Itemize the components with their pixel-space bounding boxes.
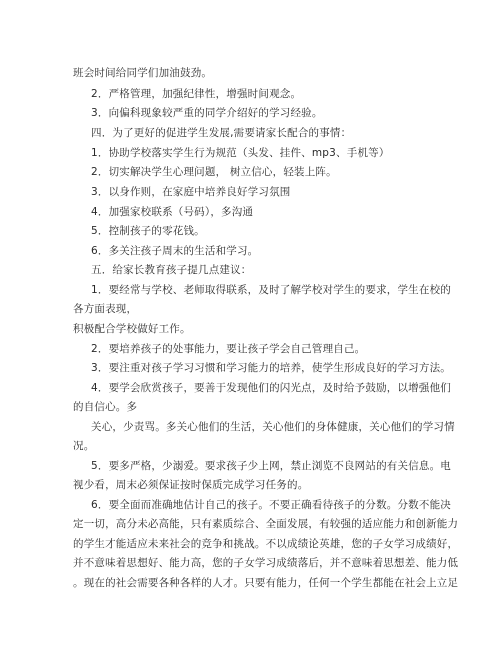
section-heading: 四．为了更好的促进学生发展,需要请家长配合的事情： — [91, 127, 352, 139]
text-line: 视少看，周末必须保证按时保质完成学习任务的。 — [73, 479, 309, 491]
text-line: 关心，少责骂。多关心他们的生活，关心他们的身体健康，关心他们的学习情 — [91, 421, 455, 433]
text-line: 2．严格管理，加强纪律性，增强时间观念。 — [91, 88, 302, 100]
text-line: 3．要注重对孩子学习习惯和学习能力的培养，使学生形成良好的学习方法。 — [91, 362, 451, 374]
section-heading: 五．给家长教育孩子提几点建议： — [91, 264, 252, 276]
text-line: 5．要多严格，少溺爱。要求孩子少上网，禁止浏览不良网站的有关信息。电 — [91, 460, 451, 472]
text-line: 的自信心。多 — [73, 401, 138, 413]
text-line: 各方面表现， — [73, 303, 138, 315]
text-line: 4．加强家校联系（号码），多沟通 — [91, 206, 254, 218]
text-line: 的学生才能适应未来社会的竞争和挑战。不以成绩论英雄，您的子女学习成绩好， — [73, 538, 459, 550]
text-line: 1．协助学校落实学生行为规范（头发、挂件、mp3、手机等） — [91, 147, 390, 159]
text-line: 6．多关注孩子周末的生活和学习。 — [91, 245, 259, 257]
text-line: 3．向偏科现象较严重的同学介绍好的学习经验。 — [91, 107, 323, 119]
text-line: 并不意味着思想好、能力高，您的子女学习成绩落后，并不意味着思想差、能力低 — [73, 557, 459, 569]
text-line: 班会时间给同学们加油鼓劲。 — [73, 67, 213, 79]
text-line: 况。 — [73, 440, 95, 452]
text-line: 5．控制孩子的零花钱。 — [91, 225, 205, 237]
text-line: 。现在的社会需要各种各样的人才。只要有能力，任何一个学生都能在社会上立足 — [73, 577, 459, 589]
text-line: 3．以身作则，在家庭中培养良好学习氛围 — [91, 186, 291, 198]
text-line: 定一切，高分未必高能，只有素质综合、全面发展，有较强的适应能力和创新能力 — [73, 518, 459, 530]
text-line: 积极配合学校做好工作。 — [73, 323, 191, 335]
text-line: 2．切实解决学生心理问题， 树立信心，轻装上阵。 — [91, 166, 337, 178]
text-line: 6．要全面而准确地估计自己的孩子。不要正确看待孩子的分数。分数不能决 — [91, 499, 451, 511]
text-line: 4．要学会欣赏孩子，要善于发现他们的闪光点，及时给予鼓励，以增强他们 — [91, 382, 451, 394]
text-line: 2．要培养孩子的处事能力，要让孩子学会自己管理自己。 — [91, 343, 366, 355]
text-line: 1．要经常与学校、老师取得联系，及时了解学校对学生的要求，学生在校的 — [91, 284, 451, 296]
